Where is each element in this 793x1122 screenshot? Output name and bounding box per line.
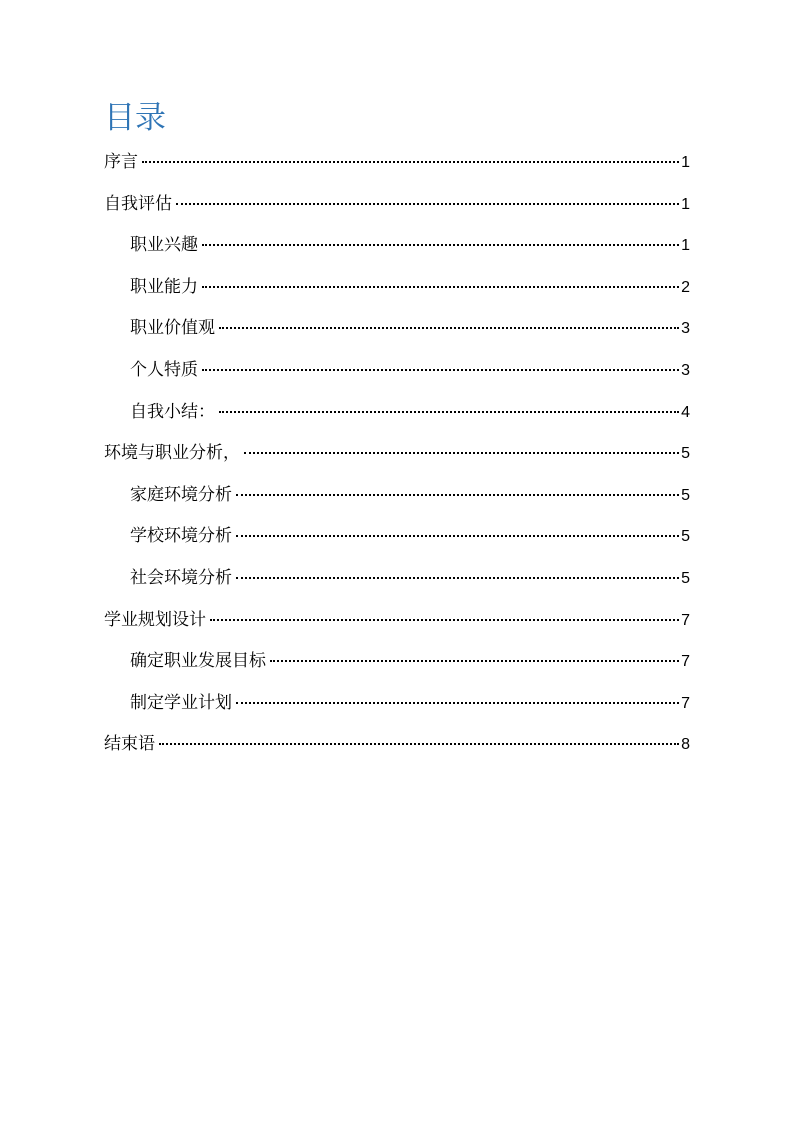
toc-page-number: 1 bbox=[681, 154, 690, 171]
toc-page-number: 7 bbox=[681, 694, 690, 712]
toc-entry-label: 学业规划设计 bbox=[104, 609, 206, 630]
toc-entry-career-values[interactable] bbox=[104, 308, 690, 350]
toc-entry-label: 个人特质 bbox=[130, 359, 198, 380]
toc-entry-label: 序言 bbox=[104, 152, 138, 172]
toc-page-number: 4 bbox=[681, 403, 690, 421]
toc-entry-label: 制定学业计划 bbox=[130, 692, 232, 713]
toc-page-number: 7 bbox=[681, 653, 690, 671]
toc-entry-label: 自我评估 bbox=[104, 193, 172, 214]
toc-entry-school-environment[interactable] bbox=[104, 516, 690, 558]
toc-entry-label: 社会环境分析 bbox=[130, 567, 232, 588]
toc-dot-leader bbox=[236, 535, 679, 537]
toc-dot-leader bbox=[159, 743, 679, 745]
toc-page-number: 2 bbox=[681, 278, 690, 296]
toc-dot-leader bbox=[236, 702, 679, 704]
toc-dot-leader bbox=[202, 369, 679, 371]
toc-dot-leader bbox=[270, 660, 679, 662]
toc-entry-career-interest[interactable] bbox=[104, 225, 690, 267]
toc-dot-leader bbox=[210, 619, 679, 621]
toc-dot-leader bbox=[219, 411, 679, 413]
toc-entry-conclusion[interactable] bbox=[104, 724, 690, 766]
toc-entry-label: 结束语 bbox=[104, 734, 155, 755]
toc-entry-label: 职业能力 bbox=[130, 276, 198, 297]
toc-page-number: 5 bbox=[681, 528, 690, 546]
toc-entry-label: 职业兴趣 bbox=[130, 235, 198, 256]
toc-page-number: 3 bbox=[681, 361, 690, 379]
toc-entry-label: 学校环境分析 bbox=[130, 526, 232, 547]
toc-entry-self-summary[interactable] bbox=[104, 392, 690, 434]
toc-entry-study-plan[interactable] bbox=[104, 683, 690, 725]
toc-title: 目录 bbox=[104, 100, 166, 136]
toc-page-number: 5 bbox=[681, 445, 690, 463]
toc-entry-academic-planning[interactable] bbox=[104, 600, 690, 642]
toc-entry-label: 自我小结： bbox=[130, 401, 215, 422]
toc-page-number: 1 bbox=[681, 237, 690, 255]
toc-page-number: 5 bbox=[681, 569, 690, 587]
toc-entry-self-assessment[interactable] bbox=[104, 184, 690, 226]
toc-entry-label: 职业价值观 bbox=[130, 318, 215, 339]
toc-entry-career-goals[interactable] bbox=[104, 641, 690, 683]
toc-entry-social-environment[interactable] bbox=[104, 558, 690, 600]
toc-dot-leader bbox=[176, 203, 679, 205]
toc-page-number: 5 bbox=[681, 486, 690, 504]
toc-dot-leader bbox=[142, 161, 679, 163]
toc-page-number: 7 bbox=[681, 611, 690, 629]
toc-dot-leader bbox=[219, 327, 679, 329]
toc-entry-personal-traits[interactable] bbox=[104, 350, 690, 392]
toc-entry-label: 确定职业发展目标 bbox=[130, 651, 266, 672]
toc-dot-leader bbox=[236, 494, 679, 496]
toc-dot-leader bbox=[202, 286, 679, 288]
toc-dot-leader bbox=[236, 577, 679, 579]
toc-entry-preface[interactable] bbox=[104, 142, 690, 184]
toc-entry-environment-career-analysis[interactable] bbox=[104, 433, 690, 475]
toc-page-number: 1 bbox=[681, 195, 690, 213]
toc-entry-label: 家庭环境分析 bbox=[130, 484, 232, 505]
toc-page-number: 8 bbox=[681, 736, 690, 754]
toc-entry-career-ability[interactable] bbox=[104, 267, 690, 309]
toc-page-number: 3 bbox=[681, 320, 690, 338]
toc-dot-leader bbox=[202, 244, 679, 246]
toc-dot-leader bbox=[244, 452, 679, 454]
toc-entry-label: 环境与职业分析， bbox=[104, 443, 240, 464]
toc-entry-family-environment[interactable] bbox=[104, 475, 690, 517]
toc-list bbox=[104, 142, 690, 766]
